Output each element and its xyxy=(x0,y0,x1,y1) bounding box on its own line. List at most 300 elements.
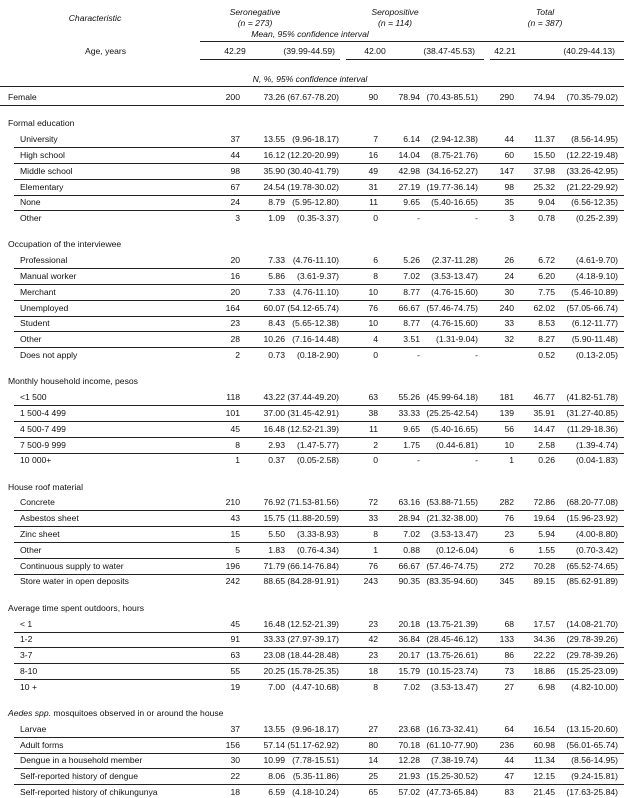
cell-percent: 5.26 xyxy=(403,255,420,266)
cell-percent: 13.55 xyxy=(263,134,285,145)
cell-count: 49 xyxy=(368,165,378,176)
cell-count: 200 xyxy=(225,92,240,102)
cell-count: 139 xyxy=(499,407,514,418)
cell-ci: (5.40-16.65) xyxy=(431,423,478,434)
row-rule xyxy=(14,663,624,664)
cell-percent: 2.58 xyxy=(538,439,555,450)
cell-ci: (15.78-25.35) xyxy=(287,665,339,676)
cell-count: 3 xyxy=(509,213,514,224)
cell-count: 210 xyxy=(225,497,240,508)
cell-ci: (57.46-74.75) xyxy=(426,302,478,313)
cell-count: 73 xyxy=(504,665,514,676)
cell-count: 156 xyxy=(225,739,240,750)
cell-percent: 0.26 xyxy=(538,455,555,466)
cell-count: 64 xyxy=(504,723,514,734)
cell-ci: (3.53-13.47) xyxy=(431,529,478,539)
cell-count: 8 xyxy=(235,439,240,450)
cell-count: 0 xyxy=(373,350,378,360)
row-rule xyxy=(14,300,624,301)
cell-percent: 19.64 xyxy=(533,513,555,524)
cell-count: 8 xyxy=(373,681,378,692)
cell-ci: (0.25-2.39) xyxy=(575,213,618,224)
cell-ci: (9.24-15.81) xyxy=(571,771,618,782)
cell-ci: (15.96-23.92) xyxy=(566,513,618,524)
cell-percent: 46.77 xyxy=(533,392,555,403)
cell-ci: (30.40-41.79) xyxy=(287,165,339,176)
cell-percent: 9.65 xyxy=(403,423,420,434)
cell-percent: 7.33 xyxy=(268,286,285,297)
age-rule xyxy=(200,59,340,60)
cell-count: 98 xyxy=(504,181,514,192)
cell-count: 6 xyxy=(509,544,514,555)
cell-percent: 16.12 xyxy=(263,149,285,160)
cell-percent: 13.55 xyxy=(263,723,285,734)
row-rule xyxy=(14,542,624,543)
cell-ci: (65.52-74.65) xyxy=(566,560,618,571)
cell-ci: (4.76-15.60) xyxy=(431,286,478,297)
cell-count: 345 xyxy=(499,576,514,587)
cell-ci: (15.25-23.09) xyxy=(566,665,618,676)
row-label: 8-10 xyxy=(20,665,38,676)
cell-count: 22 xyxy=(230,771,240,782)
cell-ci: - xyxy=(475,350,478,360)
cell-percent: 0.52 xyxy=(538,350,555,360)
row-rule xyxy=(14,179,624,180)
cell-ci: (21.22-29.92) xyxy=(566,181,618,192)
cell-count: 20 xyxy=(230,255,240,266)
cell-percent: 36.84 xyxy=(398,634,420,645)
cell-percent: - xyxy=(417,350,420,360)
cell-count: 118 xyxy=(226,392,240,403)
row-rule xyxy=(14,405,624,406)
row-rule xyxy=(14,526,624,527)
cell-count: 44 xyxy=(230,149,240,160)
cell-percent: 28.94 xyxy=(398,513,420,524)
cell-percent: 18.86 xyxy=(533,665,555,676)
cell-ci: (8.56-14.95) xyxy=(571,755,618,766)
cell-percent: 60.07 xyxy=(263,302,285,313)
cell-percent: 3.51 xyxy=(403,334,420,345)
cell-count: 31 xyxy=(368,181,378,192)
row-rule xyxy=(14,753,624,754)
cell-percent: 25.32 xyxy=(533,181,555,192)
cell-percent: 6.59 xyxy=(268,787,285,797)
row-label: Other xyxy=(20,334,42,345)
cell-count: 2 xyxy=(235,350,240,360)
cell-ci: (34.16-52.27) xyxy=(426,165,478,176)
cell-percent: 1.75 xyxy=(403,439,420,450)
cell-count: 30 xyxy=(504,286,514,297)
cell-count: 37 xyxy=(230,134,240,145)
row-rule xyxy=(14,421,624,422)
cell-count: 63 xyxy=(368,392,378,403)
cell-ci: (67.67-78.20) xyxy=(287,92,339,102)
cell-count: 45 xyxy=(230,618,240,629)
cell-count: 10 xyxy=(368,318,378,329)
row-label: 7 500-9 999 xyxy=(20,439,66,450)
cell-ci: (5.65-12.38) xyxy=(292,318,339,329)
cell-percent: 55.26 xyxy=(398,392,420,403)
cell-percent: 74.94 xyxy=(533,92,555,102)
cell-ci: (9.96-18.17) xyxy=(292,723,339,734)
header-rule xyxy=(200,41,624,42)
cell-percent: 7.00 xyxy=(268,681,285,692)
cell-percent: 9.65 xyxy=(403,197,420,208)
cell-count: 164 xyxy=(225,302,240,313)
seropositive-header: Seropositive xyxy=(371,7,419,17)
cell-ci: (68.20-77.08) xyxy=(566,497,618,508)
row-label: 1 500-4 499 xyxy=(20,407,66,418)
cell-percent: 8.27 xyxy=(538,334,555,345)
cell-percent: 0.37 xyxy=(268,455,285,466)
row-label: Asbestos sheet xyxy=(20,513,79,524)
cell-percent: 76.92 xyxy=(263,497,285,508)
cell-percent: 8.06 xyxy=(268,771,285,782)
row-label: Merchant xyxy=(20,286,56,297)
cell-count: 272 xyxy=(499,560,514,571)
cell-ci: (45.99-64.18) xyxy=(426,392,478,403)
cell-ci: (25.25-42.54) xyxy=(426,407,478,418)
cell-percent: 71.79 xyxy=(263,560,285,571)
cell-count: 7 xyxy=(373,134,378,145)
cell-percent: 6.98 xyxy=(538,681,555,692)
cell-count: 23 xyxy=(504,529,514,539)
row-rule xyxy=(14,647,624,648)
row-label: 4 500-7 499 xyxy=(20,423,66,434)
cell-percent: 33.33 xyxy=(263,634,285,645)
cell-count: 20 xyxy=(230,286,240,297)
cell-ci: (1.47-5.77) xyxy=(296,439,339,450)
cell-ci: (4.61-9.70) xyxy=(575,255,618,266)
cell-ci: (29.78-39.26) xyxy=(566,634,618,645)
cell-ci: (28.45-46.12) xyxy=(426,634,478,645)
cell-ci: (12.22-19.48) xyxy=(566,149,618,160)
cell-count: 3 xyxy=(235,213,240,224)
cell-percent: 15.75 xyxy=(263,513,285,524)
cell-ci: (4.76-11.10) xyxy=(292,286,339,297)
cell-ci: (4.82-10.00) xyxy=(571,681,618,692)
cell-ci: (54.12-65.74) xyxy=(287,302,339,313)
row-label: Unemployed xyxy=(20,302,69,313)
cell-ci: (0.12-6.04) xyxy=(435,544,478,555)
row-rule xyxy=(14,163,624,164)
cell-count: 240 xyxy=(499,302,514,313)
row-label: 3-7 xyxy=(20,650,33,661)
cell-count: 27 xyxy=(368,723,378,734)
cell-ci: (51.17-62.92) xyxy=(287,739,339,750)
cell-ci: (3.33-8.93) xyxy=(296,529,339,539)
cell-percent: 6.20 xyxy=(538,271,555,281)
cell-percent: 70.28 xyxy=(533,560,555,571)
row-label: University xyxy=(20,134,58,145)
cell-percent: 5.50 xyxy=(268,529,285,539)
row-rule xyxy=(14,784,624,785)
cell-percent: 6.14 xyxy=(403,134,420,145)
cell-count: 101 xyxy=(225,407,240,418)
cell-count: 15 xyxy=(230,529,240,539)
row-rule xyxy=(14,632,624,633)
cell-count: 243 xyxy=(363,576,378,587)
cell-count: 0 xyxy=(373,455,378,466)
cell-count: 44 xyxy=(504,755,514,766)
row-rule xyxy=(14,510,624,511)
cell-count: 68 xyxy=(504,618,514,629)
cell-ci: (5.46-10.89) xyxy=(571,286,618,297)
age-ci: (38.47-45.53) xyxy=(423,46,475,56)
cell-ci: (4.76-11.10) xyxy=(292,255,339,266)
row-label: Adult forms xyxy=(20,739,64,750)
cell-ci: (53.88-71.55) xyxy=(426,497,478,508)
cell-count: 23 xyxy=(368,650,378,661)
cell-count: 290 xyxy=(499,92,514,102)
cell-ci: - xyxy=(475,455,478,466)
cell-percent: 11.34 xyxy=(534,755,555,766)
cell-count: 24 xyxy=(230,197,240,208)
cell-ci: (84.28-91.91) xyxy=(287,576,339,587)
cell-percent: 1.09 xyxy=(268,213,285,224)
cell-count: 1 xyxy=(235,455,240,466)
row-label: Larvae xyxy=(20,723,47,734)
cell-ci: (12.20-20.99) xyxy=(287,149,339,160)
cell-count: 27 xyxy=(504,681,514,692)
row-label: Self-reported history of chikungunya xyxy=(20,787,158,797)
cell-count: 14 xyxy=(368,755,378,766)
cell-count: 0 xyxy=(373,213,378,224)
cell-count: 23 xyxy=(368,618,378,629)
cell-count: 1 xyxy=(373,544,378,555)
cell-count: 6 xyxy=(373,255,378,266)
row-label: Self-reported history of dengue xyxy=(20,771,138,782)
cell-percent: 7.75 xyxy=(538,286,555,297)
cell-count: 38 xyxy=(368,407,378,418)
section-title: House roof material xyxy=(8,481,83,492)
cell-ci: (70.35-79.02) xyxy=(566,92,618,102)
cell-count: 56 xyxy=(504,423,514,434)
cell-ci: (4.00-8.80) xyxy=(575,529,618,539)
cell-count: 33 xyxy=(504,318,514,329)
age-value: 42.00 xyxy=(364,46,386,56)
cell-percent: 7.33 xyxy=(268,255,285,266)
section-title: Formal education xyxy=(8,118,75,129)
cell-count: 19 xyxy=(230,681,240,692)
cell-percent: 35.91 xyxy=(533,407,555,418)
row-label: Store water in open deposits xyxy=(20,576,129,587)
cell-percent: 2.93 xyxy=(268,439,285,450)
cell-ci: (11.88-20.59) xyxy=(288,513,339,524)
cell-ci: (19.77-36.14) xyxy=(426,181,478,192)
cell-percent: 8.53 xyxy=(538,318,555,329)
cell-percent: 37.00 xyxy=(263,407,285,418)
row-label: Does not apply xyxy=(20,350,78,360)
cell-percent: 10.99 xyxy=(263,755,285,766)
cell-ci: (4.18-9.10) xyxy=(575,271,618,281)
cell-ci: (1.39-4.74) xyxy=(575,439,618,450)
cell-percent: 8.77 xyxy=(403,286,420,297)
cell-count: 76 xyxy=(368,302,378,313)
cell-ci: (85.62-91.89) xyxy=(566,576,618,587)
cell-count: 2 xyxy=(373,439,378,450)
cell-count: 10 xyxy=(504,439,514,450)
cell-count: 16 xyxy=(230,271,240,281)
cell-percent: 34.36 xyxy=(533,634,555,645)
cell-count: 18 xyxy=(368,665,378,676)
cell-percent: 70.18 xyxy=(398,739,420,750)
cell-ci: (0.05-2.58) xyxy=(296,455,339,466)
cell-ci: (6.56-12.35) xyxy=(571,197,618,208)
cell-ci: (31.27-40.85) xyxy=(566,407,618,418)
cell-ci: (0.04-1.83) xyxy=(575,455,618,466)
cell-count: 8 xyxy=(373,529,378,539)
cell-count: 236 xyxy=(499,739,514,750)
cell-ci: (0.44-6.81) xyxy=(435,439,478,450)
cell-percent: - xyxy=(417,213,420,224)
total-n: (n = 387) xyxy=(527,18,563,28)
row-rule xyxy=(14,679,624,680)
cell-count: 133 xyxy=(499,634,514,645)
seropositive-n: (n = 114) xyxy=(378,18,412,28)
row-rule xyxy=(14,331,624,332)
cell-ci: (4.47-10.68) xyxy=(292,681,339,692)
row-label: Female xyxy=(8,92,37,102)
cell-percent: 57.02 xyxy=(398,787,420,797)
row-rule xyxy=(14,347,624,348)
cell-percent: 23.08 xyxy=(263,650,285,661)
cell-count: 30 xyxy=(230,755,240,766)
cell-ci: (0.13-2.05) xyxy=(575,350,618,360)
row-rule xyxy=(14,768,624,769)
cell-ci: (8.56-14.95) xyxy=(571,134,618,145)
row-label: Zinc sheet xyxy=(20,529,60,539)
cell-count: 24 xyxy=(504,271,514,281)
cell-count: 80 xyxy=(368,739,378,750)
cell-count: 16 xyxy=(368,149,378,160)
cell-ci: (7.16-14.48) xyxy=(292,334,339,345)
cell-percent: 8.43 xyxy=(268,318,285,329)
cell-percent: 60.98 xyxy=(533,739,555,750)
row-label: 10 + xyxy=(20,681,37,692)
cell-percent: 33.33 xyxy=(398,407,420,418)
cell-count: 5 xyxy=(235,544,240,555)
row-label: Concrete xyxy=(20,497,55,508)
cell-percent: 88.65 xyxy=(263,576,285,587)
section-title: Monthly household income, pesos xyxy=(8,376,138,387)
cell-percent: 22.22 xyxy=(533,650,555,661)
cell-count: 26 xyxy=(504,255,514,266)
cell-ci: (5.40-16.65) xyxy=(431,197,478,208)
cell-count: 35 xyxy=(504,197,514,208)
section-title-rest: mosquitoes observed in or around the house xyxy=(51,708,224,718)
row-rule xyxy=(14,453,624,454)
cell-percent: 42.98 xyxy=(398,165,420,176)
cell-percent: 37.98 xyxy=(533,165,555,176)
row-label: Middle school xyxy=(20,165,73,176)
row-rule xyxy=(14,284,624,285)
cell-count: 42 xyxy=(368,634,378,645)
cell-count: 4 xyxy=(373,334,378,345)
cell-percent: 1.55 xyxy=(538,544,555,555)
cell-ci: (18.44-28.48) xyxy=(287,650,339,661)
row-label: High school xyxy=(20,149,65,160)
cell-ci: (27.97-39.17) xyxy=(287,634,339,645)
cell-ci: (0.70-3.42) xyxy=(575,544,618,555)
age-label: Age, years xyxy=(85,46,127,56)
cell-ci: (16.73-32.41) xyxy=(426,723,478,734)
cell-ci: (3.53-13.47) xyxy=(431,271,478,281)
cell-ci: (41.82-51.78) xyxy=(566,392,618,403)
cell-percent: 78.94 xyxy=(398,92,420,102)
cell-percent: 73.26 xyxy=(263,92,285,102)
cell-count: 47 xyxy=(504,771,514,782)
characteristic-header: Characteristic xyxy=(68,13,122,23)
row-label: None xyxy=(20,197,41,208)
age-value: 42.21 xyxy=(494,46,516,56)
cell-ci: (0.35-3.37) xyxy=(296,213,339,224)
genus-name: Aedes spp. xyxy=(8,708,51,718)
cell-ci: (47.73-65.84) xyxy=(426,787,478,797)
row-rule xyxy=(14,268,624,269)
cell-percent: 7.02 xyxy=(403,271,420,281)
cell-ci: (8.75-21.76) xyxy=(431,149,478,160)
cell-ci: (13.75-21.39) xyxy=(426,618,478,629)
cell-count: 147 xyxy=(499,165,514,176)
cell-percent: 21.93 xyxy=(398,771,420,782)
row-label: Elementary xyxy=(20,181,64,192)
cell-ci: (4.76-15.60) xyxy=(431,318,478,329)
cell-ci: (57.05-66.74) xyxy=(566,302,618,313)
cell-count: 55 xyxy=(230,665,240,676)
cell-count: 32 xyxy=(504,334,514,345)
cell-ci: (7.38-19.74) xyxy=(431,755,478,766)
cell-count: 90 xyxy=(368,92,378,102)
cell-ci: (70.43-85.51) xyxy=(426,92,478,102)
cell-percent: 16.54 xyxy=(533,723,555,734)
cell-percent: 7.02 xyxy=(403,529,420,539)
cell-ci: (7.78-15.51) xyxy=(292,755,339,766)
cell-count: 282 xyxy=(499,497,514,508)
cell-count: 33 xyxy=(368,513,378,524)
row-label: < 1 xyxy=(20,618,33,629)
cell-count: 11 xyxy=(369,423,378,434)
cell-percent: 16.48 xyxy=(263,618,285,629)
section-rule xyxy=(0,86,624,87)
cell-count: 8 xyxy=(373,271,378,281)
row-label: 1-2 xyxy=(20,634,33,645)
cell-ci: (0.76-4.34) xyxy=(296,544,339,555)
cell-ci: (3.53-13.47) xyxy=(431,681,478,692)
section-title: Occupation of the interviewee xyxy=(8,239,122,250)
section-title xyxy=(8,708,223,719)
cell-ci: (12.52-21.39) xyxy=(287,423,339,434)
cell-ci: (37.44-49.20) xyxy=(287,392,339,403)
row-label: <1 500 xyxy=(20,392,47,403)
age-ci: (40.29-44.13) xyxy=(563,46,615,56)
cell-count: 196 xyxy=(225,560,240,571)
row-rule xyxy=(14,195,624,196)
cell-count: 23 xyxy=(230,318,240,329)
cell-percent: 16.48 xyxy=(263,423,285,434)
cell-percent: 27.19 xyxy=(398,181,420,192)
cell-ci: (57.46-74.75) xyxy=(426,560,478,571)
row-label: Student xyxy=(20,318,50,329)
cell-percent: 0.78 xyxy=(538,213,555,224)
cell-count: 28 xyxy=(230,334,240,345)
cell-percent: 23.68 xyxy=(398,723,420,734)
cell-count: 242 xyxy=(225,576,240,587)
cell-count: 76 xyxy=(368,560,378,571)
cell-percent: 63.16 xyxy=(398,497,420,508)
cell-count: 11 xyxy=(369,197,378,208)
row-label: 10 000+ xyxy=(20,455,52,466)
